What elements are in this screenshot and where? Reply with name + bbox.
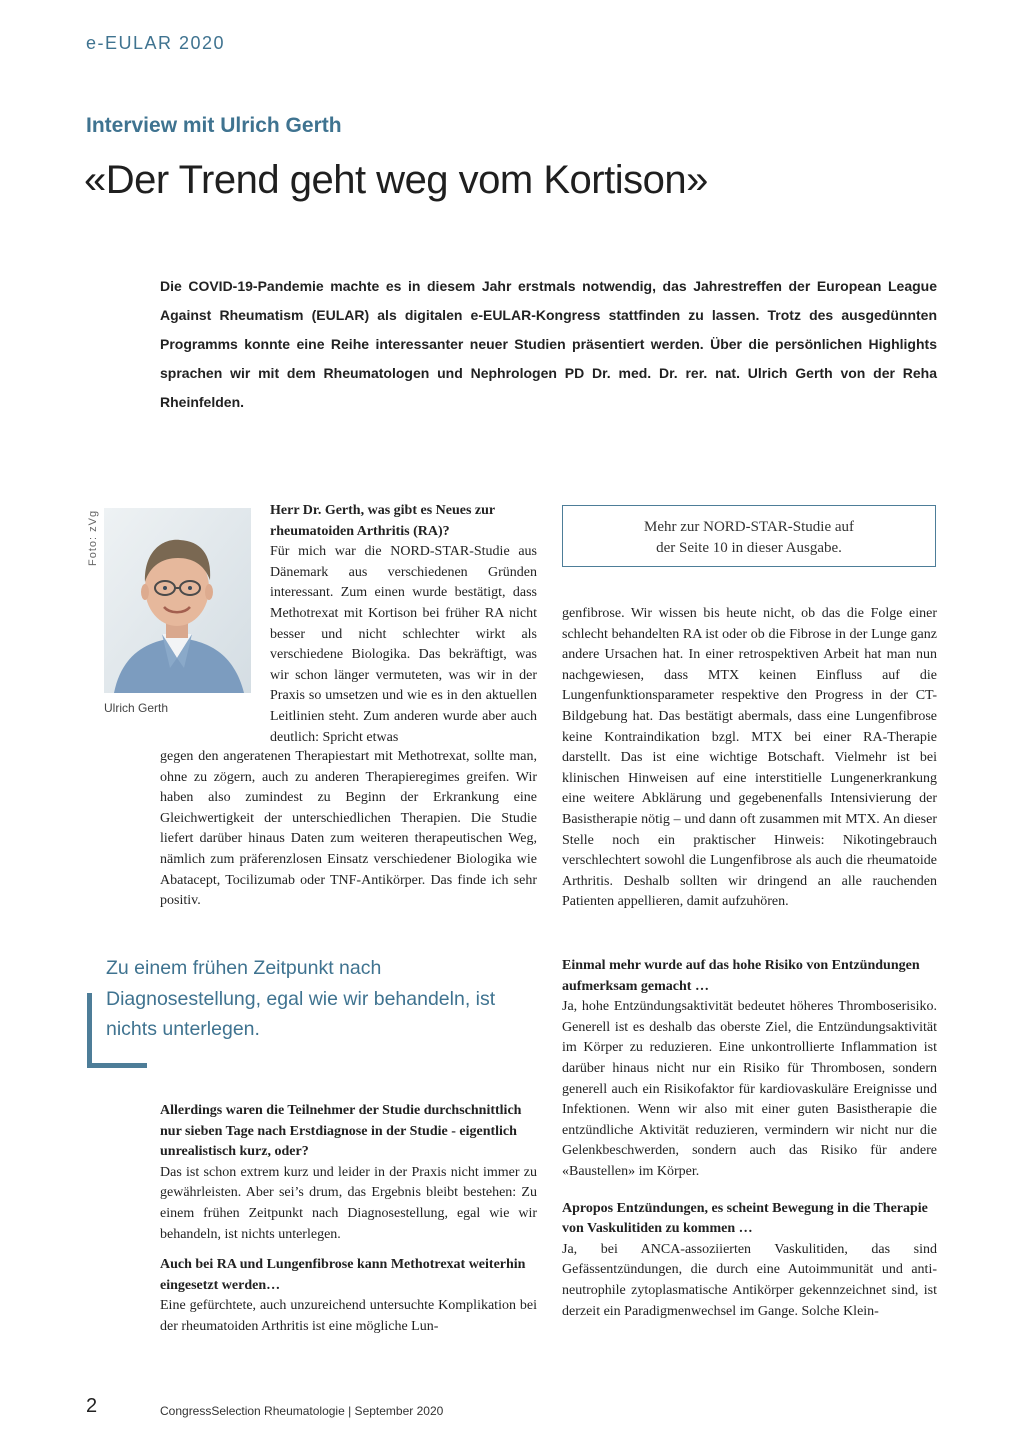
portrait-photo <box>104 508 251 693</box>
interview-answer: Ja, bei ANCA-assoziierten Vaskulitiden, das sind Gefässentzündungen, die durch eine Autoimmunität und anti-neutrophile zytoplasmatische Antikörper gekennzeichnet sind, ist derzeit ein Paradigmenwechsel im Gange. Solche Klein- <box>562 1241 937 1319</box>
interview-question: Einmal mehr wurde auf das hohe Risiko von Entzündungen aufmerksam gemacht … <box>562 958 920 994</box>
photo-credit: Foto: zVg <box>87 509 99 566</box>
running-head: e-EULAR 2020 <box>86 33 226 53</box>
info-box-line: der Seite 10 in dieser Ausgabe. <box>656 540 842 556</box>
info-box <box>562 505 936 567</box>
column-left-top <box>270 501 537 748</box>
interview-question: Herr Dr. Gerth, was gibt es Neues zur rheumatoiden Arthritis (RA)? <box>270 503 495 539</box>
interview-question: Auch bei RA und Lungenfibrose kann Methotrexat weiterhin eingesetzt werden… <box>160 1257 526 1293</box>
column-right-bottom <box>562 956 937 1322</box>
interview-answer: Ja, hohe Entzündungsaktivität bedeutet höheres Thromboserisiko. Generell ist es deshalb das oberste Ziel, die Entzündungsaktivität im Körper zu reduzieren. Eine unkontrollierte Inflammation ist darüber hinaus nicht nur ein Risiko für Thrombosen, sondern generell auch ein Risikofaktor für kardiovaskuläre Ereignisse und Infektionen. Wenn wir also mit einer guten Basistherapie die entzündliche Aktivität reduzieren, vermindern wir nicht nur die Gelenkbeschwerden, sondern auch das Risiko für andere «Baustellen» im Körper. <box>562 999 937 1179</box>
interview-answer: Eine gefürchtete, auch unzureichend untersuchte Komplikation bei der rheumatoiden Arthritis ist eine mögliche Lun- <box>160 1298 537 1334</box>
info-box-line: Mehr zur NORD-STAR-Studie auf <box>643 519 854 535</box>
column-left-bottom <box>160 1101 537 1338</box>
page-number: 2 <box>86 1395 98 1417</box>
page-title: «Der Trend geht weg vom Kortison» <box>84 158 708 202</box>
interview-answer: gegen den angeratenen Therapiestart mit Methotrexat, sollte man, ohne zu zögern, auch zu anderen Therapieregimes greifen. Wir haben also zumindest zu Beginn der Erkrankung eine Gleichwertigkeit der unterschiedlichen Therapien. Die Studie liefert darüber hinaus Daten zum weiteren therapeutischen Weg, nämlich zum präferenzlosen Einsatz verschiedener Biologika wie Abatacept, Tocilizumab oder TNF-Antikörper. Das finde ich sehr positiv. <box>160 749 537 909</box>
footer-publication: CongressSelection Rheumatologie | September 2020 <box>160 1404 444 1418</box>
interview-answer: genfibrose. Wir wissen bis heute nicht, ob das die Folge einer schlecht behandelten RA ist oder ob die Fibrose in der Lunge ganz andere Ursachen hat. In einer retrospektiven Arbeit hat man nun nachgewiesen, dass MTX keinen Einfluss auf die Lungenfunktionsparameter respektive den Progress in der CT-Bildgebung hat. Das bestätigt abermals, dass eine Lungenfibrose keine Kontraindikation bzgl. MTX bei einer RA-Therapie darstellt. Das ist eine wichtige Botschaft. Vielmehr ist bei klinischen Hinweisen auf eine interstitielle Lungenerkrankung eine weitere Abklärung und gegebenenfalls Intensivierung der Basistherapie nötig – und dann oft zusammen mit MTX. An dieser Stelle noch ein praktischer Hinweis: Nikotingebrauch verschlechtert sowohl die Lungenfibrose als auch die rheumatoide Arthritis. Deshalb sollten wir dringend an alle rauchenden Patienten appellieren, damit aufzuhören. <box>562 606 937 910</box>
interview-answer: Das ist schon extrem kurz und leider in der Praxis nicht immer zu gewährleisten. Aber sei’s drum, das Ergebnis bleibt bestehen: Zu einem frühen Zeitpunkt nach Diagnosestellung, egal wie wir behandeln, ist nichts unterlegen. <box>160 1164 537 1242</box>
pull-quote: Zu einem frühen Zeitpunkt nach Diagnosestellung, egal wie wir behandeln, ist nichts unterlegen. <box>106 957 496 1040</box>
column-right-top <box>562 604 937 913</box>
article-kicker: Interview mit Ulrich Gerth <box>86 114 342 137</box>
article-lead: Die COVID-19-Pandemie machte es in diesem Jahr erstmals notwendig, das Jahrestreffen der European League Against Rheumatism (EULAR) als digitalen e-EULAR-Kongress stattfinden zu lassen. Trotz des ausgedünnten Programms konnte eine Reihe interessanter neuer Studien präsentiert werden. Über die persönlichen Highlights sprachen wir mit dem Rheumatologen und Nephrologen PD Dr. med. Dr. rer. nat. Ulrich Gerth von der Reha Rheinfelden. <box>160 278 937 410</box>
interview-question: Apropos Entzündungen, es scheint Bewegung in die Therapie von Vaskulitiden zu kommen … <box>562 1200 928 1237</box>
photo-caption: Ulrich Gerth <box>104 701 169 715</box>
interview-answer: Für mich war die NORD-STAR-Studie aus Dänemark aus verschiedenen Gründen interessant. Zum einen wurde bestätigt, dass Methotrexat mit Kortison bei früher RA nicht besser und nicht schlechter wirkt als verschiedene Biologika. Das bekräftigt, was wir schon länger vermuteten, was wir in der Praxis so umsetzen und wie es in den aktuellen Leitlinien steht. Zum anderen wurde aber auch deutlich: Spricht etwas <box>270 544 537 745</box>
column-left-continued <box>160 747 537 912</box>
portrait-illustration <box>104 508 251 693</box>
interview-question: Allerdings waren die Teilnehmer der Studie durchschnittlich nur sieben Tage nach Erstdiagnose in der Studie - eigentlich unrealistisch kurz, oder? <box>160 1103 522 1160</box>
